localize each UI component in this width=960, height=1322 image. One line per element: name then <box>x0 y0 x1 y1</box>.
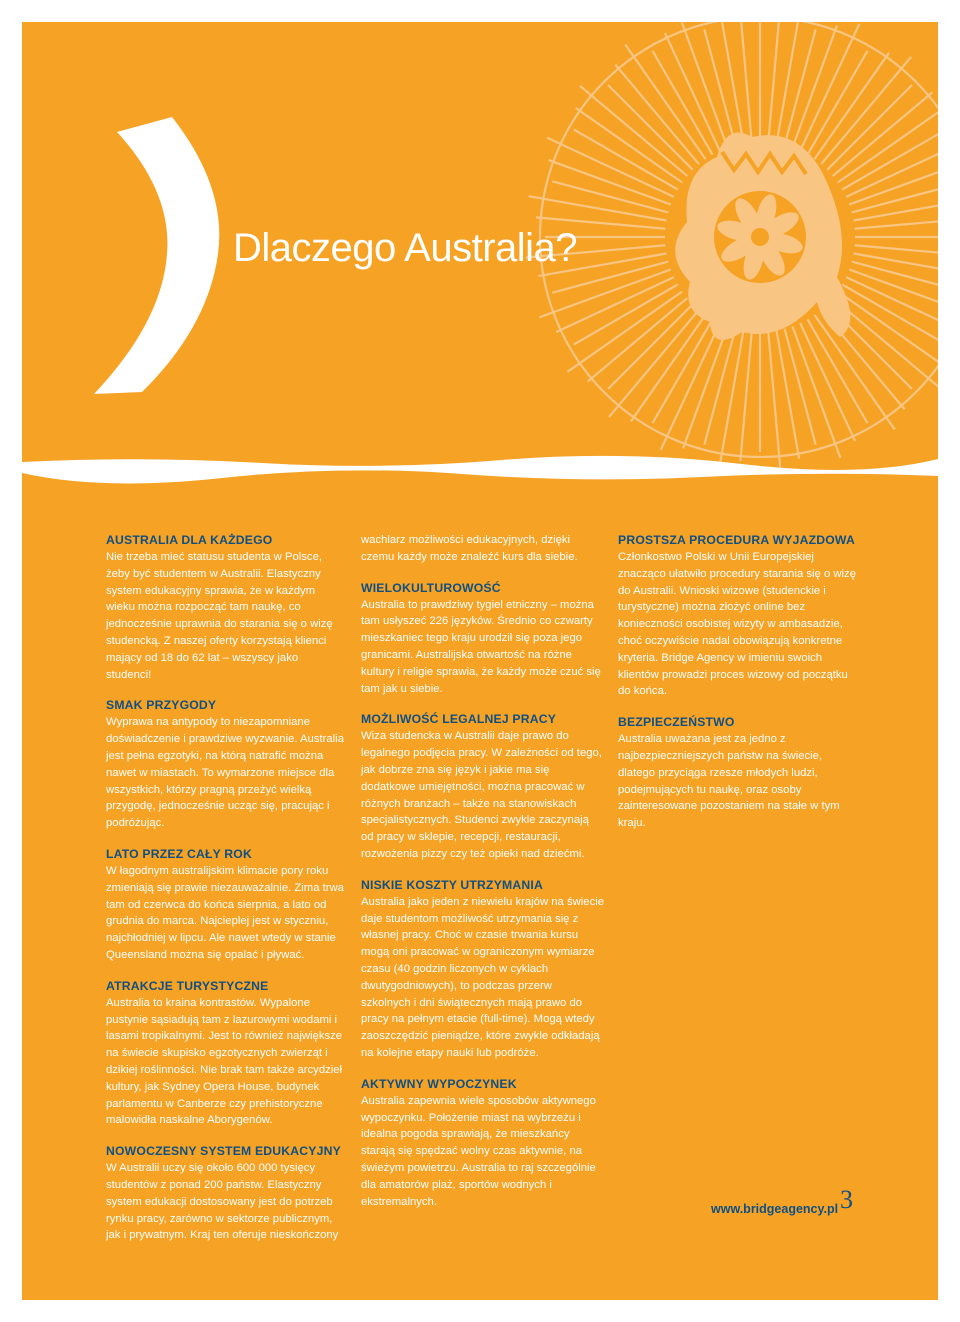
section-heading: BEZPIECZEŃSTWO <box>618 715 735 730</box>
section-lato-przez-caly-rok <box>106 846 346 964</box>
section-body: Australia to kraina kontrastów. Wypalone pustynie sąsiadują tam z lazurowymi wodami i lasami tropikalnymi. Jest to również największe na świecie skupisko egzotycznych zwierząt i dzikiej roślinności. Nie brak tam także arcydzieł kultury, jak Sydney Opera House, budynek parlamentu w Canberze czy prehistoryczne malowidła naskalne Aborygenów. <box>106 996 343 1127</box>
section-continuation <box>361 532 604 566</box>
section-mozliwosc-legalnej-pracy <box>361 711 604 862</box>
section-body: Członkostwo Polski w Unii Europejskiej znacząco ułatwiło procedury starania się o wizę do Australii. Wnioski wizowe (studenckie i turystyczne) można złożyć online bez konieczności osobistej wizyty w ambasadzie, choć oczywiście nadal obowiązują konkretne kryteria. Bridge Agency w imieniu swoich klientów prowadzi proces wizowy od początku do końca. <box>618 551 856 698</box>
section-heading: PROSTSZA PROCEDURA WYJAZDOWA <box>618 533 855 547</box>
section-prostsza-procedura-wyjazdowa <box>618 532 862 700</box>
section-heading: NOWOCZESNY SYSTEM EDUKACYJNY <box>106 1144 341 1159</box>
section-niskie-koszty-utrzymania <box>361 877 604 1062</box>
section-body: W łagodnym australijskim klimacie pory roku zmieniają się prawie niezauważalnie. Zima trwa tam od czerwca do końca sierpnia, a lato od grudnia do marca. Najcieplej jest w styczniu, najchłodniej w lipcu. Ale nawet wtedy w stanie Queensland można się opalać i pływać. <box>106 864 344 961</box>
section-body: Nie trzeba mieć statusu studenta w Polsce, żeby być studentem w Australii. Elastyczny system edukacyjny sprawia, że w każdym wieku można rozpocząć tam naukę, co jednocześnie uprawnia do starania się o wizę studencką. Z naszej oferty korzystają klienci mający od 18 do 62 lat – wszyscy jako studenci! <box>106 551 333 681</box>
page <box>22 22 938 1300</box>
section-smak-przygody <box>106 697 346 832</box>
page-number: 3 <box>840 1185 853 1214</box>
column-2 <box>361 532 604 1224</box>
section-body: Australia jako jeden z niewielu krajów na świecie daje studentom możliwość utrzymania się z własnej pracy. Choć w czasie trwania kursu mogą oni pracować w ograniczonym wymiarze czasu (40 godzin liczonych w cyklach dwutygodniowych), to podczas przerw szkolnych i dni świątecznych mają prawo do pracy na pełnym etacie (full-time). Mogą wtedy zaoszczędzić pieniądze, które zwykle odkładają na kolejne etapy nauki lub podróże. <box>361 895 605 1059</box>
section-heading: ATRAKCJE TURYSTYCZNE <box>106 978 269 993</box>
section-heading: WIELOKULTUROWOŚĆ <box>361 580 501 595</box>
boomerang-chevron <box>94 117 219 394</box>
page-title: Dlaczego Australia? <box>233 226 578 270</box>
column-1 <box>106 532 346 1258</box>
section-wielokulturowosc <box>361 580 604 698</box>
column-3 <box>618 532 862 846</box>
section-heading: SMAK PRZYGODY <box>106 698 217 713</box>
section-atrakcje-turystyczne <box>106 978 346 1129</box>
section-body: Wiza studencka w Australii daje prawo do legalnego podjęcia pracy. W zależności od tego, jak dobrze zna się język i jakie ma się dodatkowe umiejętności, można pracować w różnych branżach – także na stanowiskach specjalistycznych. Studenci zwykle zaczynają od pracy w sklepie, recepcji, restauracji, rozwożenia pizzy czy też opieki nad dziećmi. <box>361 730 602 860</box>
section-heading: LATO PRZEZ CAŁY ROK <box>106 846 252 861</box>
section-body: Australia zapewnia wiele sposobów aktywnego wypoczynku. Położenie miast na wybrzeżu i idealna pogoda sprawiają, że mieszkańcy starają się spędzać wolny czas aktywnie, na świeżym powietrzu. Australia to raj szczególnie dla amatorów plaż, sportów wodnych i ekstremalnych. <box>361 1094 596 1208</box>
section-heading: AKTYWNY WYPOCZYNEK <box>361 1076 517 1091</box>
section-heading: AUSTRALIA DLA KAŻDEGO <box>106 533 273 547</box>
footer-website-link[interactable]: www.bridgeagency.pl <box>711 1202 839 1216</box>
section-nowoczesny-system-edukacyjny <box>106 1143 346 1244</box>
brush-stroke-divider <box>22 456 938 484</box>
section-heading: MOŻLIWOŚĆ LEGALNEJ PRACY <box>361 712 557 727</box>
aboriginal-turtle-figure <box>675 133 850 341</box>
section-body: W Australii uczy się około 600 000 tysięcy studentów z ponad 200 państw. Elastyczny system edukacji dostosowany jest do potrzeb rynku pracy, zarówno w sektorze publicznym, jak i prywatnym. Kraj ten oferuje nieskończony <box>106 1162 339 1242</box>
section-body: wachlarz możliwości edukacyjnych, dzięki czemu każdy może znaleźć kurs dla siebie. <box>361 534 578 563</box>
section-body: Australia uważana jest za jedno z najbezpieczniejszych państw na świecie, dlatego przyciąga rzesze młodych ludzi, podejmujących tu naukę, oraz osoby zainteresowane pozostaniem na stałe w tym kraju. <box>618 733 840 830</box>
section-heading: NISKIE KOSZTY UTRZYMANIA <box>361 877 543 892</box>
section-australia-dla-kazdego <box>106 532 346 683</box>
section-body: Wyprawa na antypody to niezapomniane doświadczenie i prawdziwe wyzwanie. Australia jest pełna egzotyki, na którą natrafić można nawet w miastach. To wymarzone miejsce dla wszystkich, którzy pragną przeżyć wielką przygodę, jednocześnie ucząc się, pracując i podróżując. <box>106 716 344 830</box>
section-aktywny-wypoczynek <box>361 1076 604 1211</box>
section-bezpieczenstwo <box>618 714 862 832</box>
section-body: Australia to prawdziwy tygiel etniczny – można tam usłyszeć 226 języków. Średnio co czwarty mieszkaniec tego kraju urodził się poza jego granicami. Australijska otwartość na różne kultury i religie sprawia, że każdy może czuć się tam jak u siebie. <box>361 598 601 695</box>
